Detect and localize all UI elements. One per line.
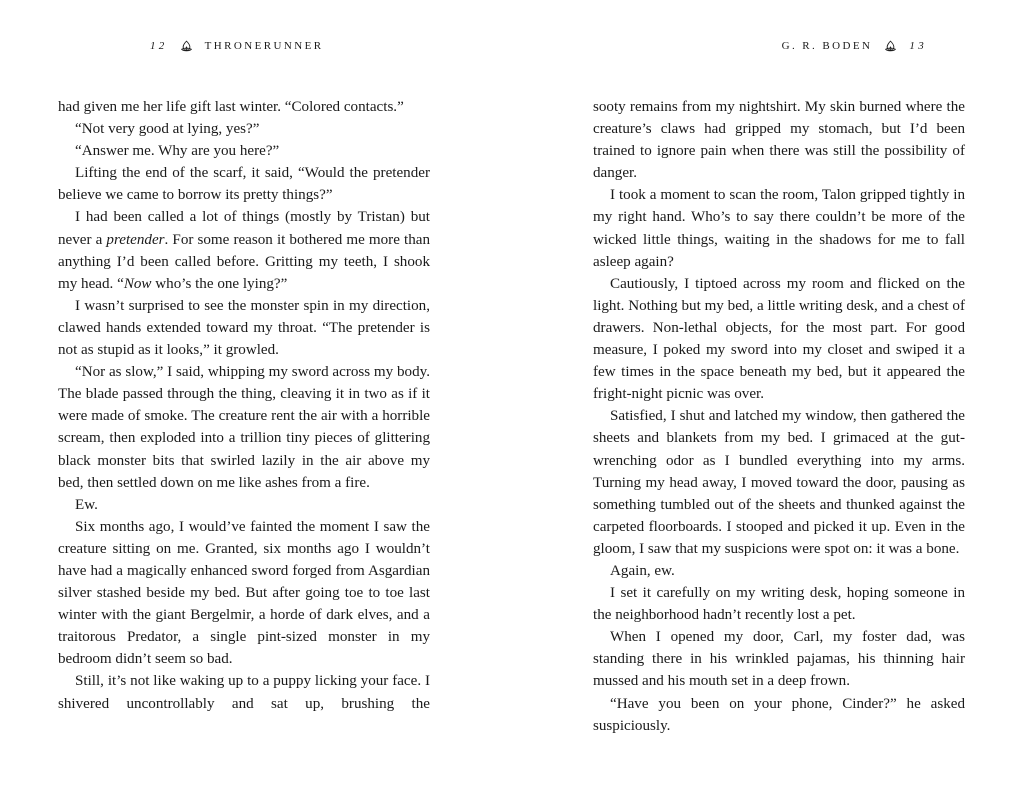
- left-page-body: [58, 96, 430, 715]
- paragraph: When I opened my door, Carl, my foster dad, was standing there in his wrinkled pajamas, his thinning hair mussed and his mouth set in a deep frown.: [593, 629, 965, 690]
- paragraph: Satisfied, I shut and latched my window, then gathered the sheets and blankets from my bed. I grimaced at the gut-wrenching odor as I bundled everything into my arms. Turning my head away, I moved toward the door, pausing as something tumbled out of the sheets and thunked against the carpeted floorboards. I stooped and picked it up. Even in the gloom, I saw that my suspicions were spot on: it was a bone.: [593, 408, 965, 557]
- paragraph: Still, it’s not like waking up to a puppy licking your face. I shivered uncontrollably and sat up, brushing the: [58, 673, 430, 712]
- right-page: [593, 0, 965, 791]
- paragraph: I set it carefully on my writing desk, hoping someone in the neighborhood hadn’t recently lost a pet.: [593, 585, 965, 624]
- right-page-body: [593, 96, 965, 737]
- right-page-number: 13: [909, 40, 927, 52]
- paragraph: “Have you been on your phone, Cinder?” he asked suspiciously.: [593, 695, 965, 734]
- left-running-title: THRONERUNNER: [204, 40, 324, 52]
- paragraph: Again, ew.: [610, 562, 675, 579]
- paragraph: sooty remains from my nightshirt. My skin burned where the creature’s claws had gripped my stomach, but I’d been trained to ignore pain when there was still the possibility of danger.: [593, 99, 965, 182]
- right-running-title: G. R. BODEN: [781, 40, 873, 52]
- paragraph: I took a moment to scan the room, Talon gripped tightly in my right hand. Who’s to say there couldn’t be more of the wicked little things, waiting in the shadows for me to fall asleep again?: [593, 187, 965, 270]
- left-running-header: [58, 38, 430, 54]
- left-page: [58, 0, 430, 791]
- triquetra-icon: [884, 40, 897, 52]
- paragraph: Six months ago, I would’ve fainted the moment I saw the creature sitting on me. Granted, six months ago I wouldn’t have had a magically enhanced sword forged from Asgardian silver stashed beside my bed. But after going toe to toe last winter with the giant Bergelmir, a horde of dark elves, and a traitorous Predator, a single pint-sized monster in my bedroom didn’t seem so bad.: [58, 518, 430, 668]
- paragraph: “Not very good at lying, yes?”: [75, 121, 260, 138]
- paragraph: I had been called a lot of things (mostly by Tristan) but never a pretender. For some reason it bothered me more than anything I’d been called before. Gritting my teeth, I shook my head. “Now who’s the one lying?”: [58, 209, 430, 292]
- paragraph: “Answer me. Why are you here?”: [75, 143, 280, 160]
- paragraph: I wasn’t surprised to see the monster spin in my direction, clawed hands extended toward my throat. “The pretender is not as stupid as it looks,” it growled.: [58, 297, 430, 359]
- paragraph: Lifting the end of the scarf, it said, “Would the pretender believe we came to borrow its pretty things?”: [58, 165, 430, 204]
- left-page-number: 12: [150, 40, 168, 52]
- right-running-header: [593, 38, 965, 54]
- paragraph: “Nor as slow,” I said, whipping my sword across my body. The blade passed through the thing, cleaving it in two as if it were made of smoke. The creature rent the air with a horrible scream, then exploded into a trillion tiny pieces of glittering black monster bits that swirled lazily in the air above my bed, then settled down on me like ashes from a fire.: [58, 364, 430, 491]
- paragraph: had given me her life gift last winter. “Colored contacts.”: [58, 99, 404, 115]
- paragraph: Ew.: [75, 496, 98, 513]
- triquetra-icon: [180, 40, 193, 52]
- paragraph: Cautiously, I tiptoed across my room and flicked on the light. Nothing but my bed, a little writing desk, and a chest of drawers. Non-lethal objects, for the most part. For good measure, I poked my sword into my closet and swiped it a few times in the space beneath my bed, but it appeared the fright-night picnic was over.: [593, 275, 965, 403]
